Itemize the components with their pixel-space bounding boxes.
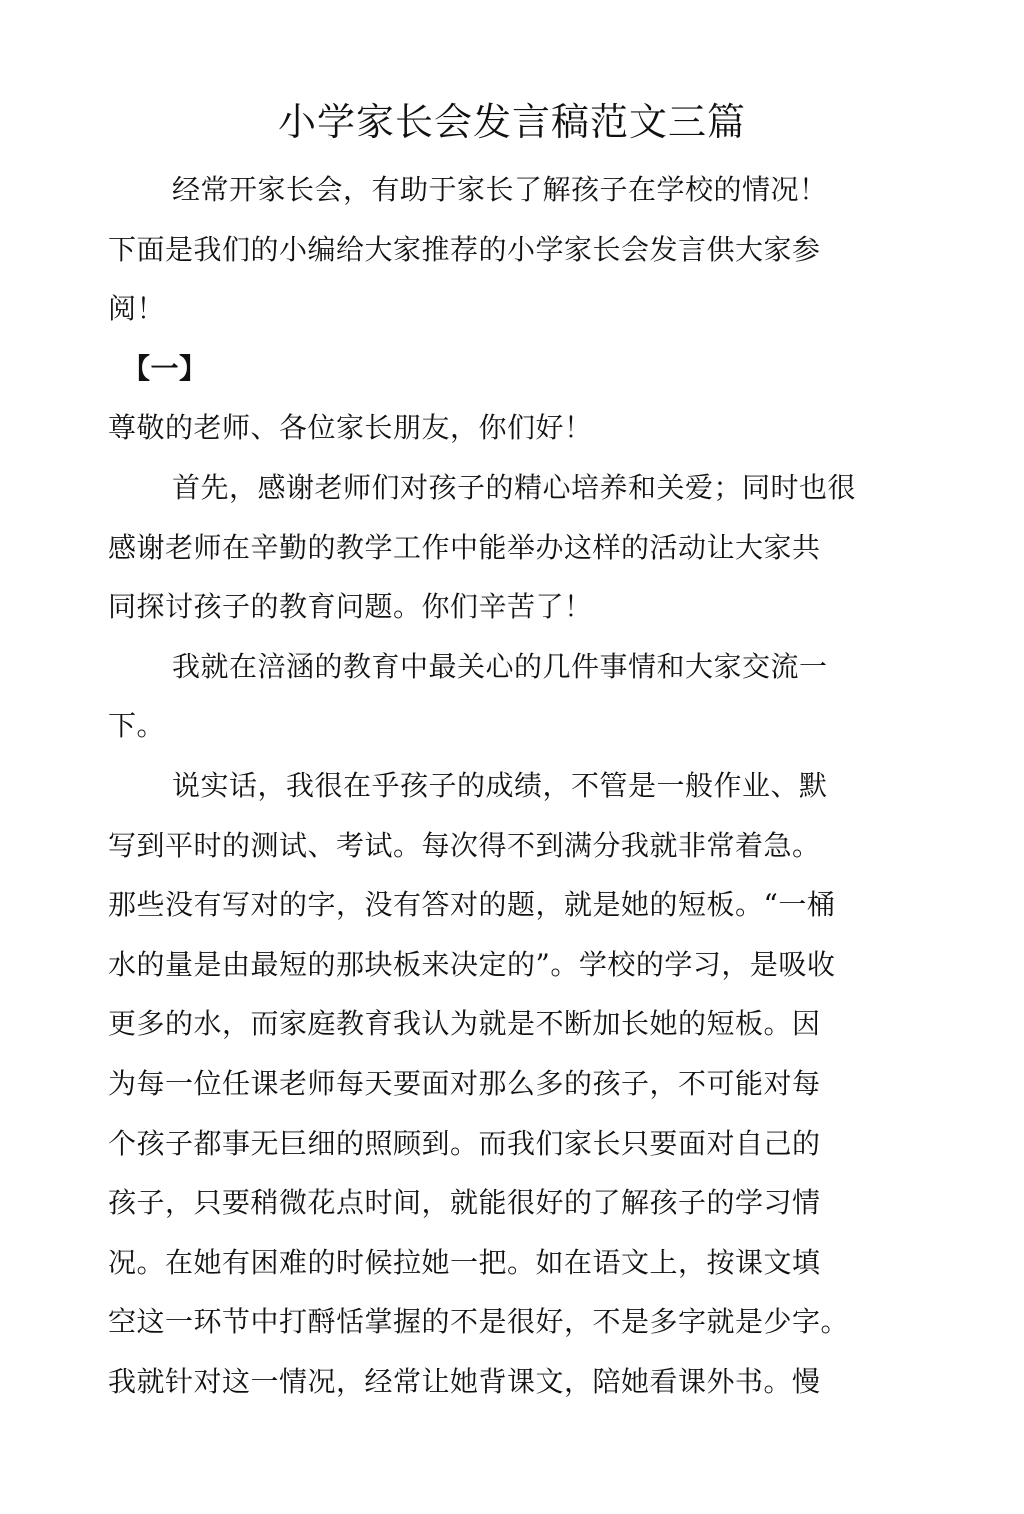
document-body <box>108 160 908 1411</box>
paragraph-line: 我就在涪涵的教育中最关心的几件事情和大家交流一 <box>172 649 828 683</box>
paragraph-line: 经常开家长会，有助于家长了解孩子在学校的情况！ <box>172 173 828 206</box>
paragraph-line: 阅！ <box>108 292 166 326</box>
paragraph-line: 写到平时的测试、考试。每次得不到满分我就非常着急。 <box>108 828 821 862</box>
document-title: 小学家长会发言稿范文三篇 <box>277 100 746 144</box>
paragraph-line: 为每一位任课老师每天要面对那么多的孩子，不可能对每 <box>108 1066 821 1100</box>
paragraph-line: 孩子，只要稍微花点时间，就能很好的了解孩子的学习情 <box>108 1186 821 1220</box>
paragraph-line: 首先，感谢老师们对孩子的精心培养和关爱；同时也很 <box>172 470 857 504</box>
paragraph-line: 下面是我们的小编给大家推荐的小学家长会发言供大家参 <box>108 232 821 266</box>
paragraph-line: 说实话，我很在乎孩子的成绩，不管是一般作业、默 <box>172 768 828 802</box>
paragraph-line: 空这一环节中打酹恬掌握的不是很好，不是多字就是少字。 <box>108 1305 850 1339</box>
paragraph-line: 更多的水，而家庭教育我认为就是不断加长她的短板。因 <box>108 1007 821 1041</box>
section-heading: 【一】 <box>122 351 208 385</box>
paragraph-line: 水的量是由最短的那块板来决定的”。学校的学习，是吸收 <box>108 947 836 981</box>
paragraph-line: 我就针对这一情况，经常让她背课文，陪她看课外书。慢 <box>108 1364 821 1398</box>
paragraph-line: 同探讨孩子的教育问题。你们辛苦了！ <box>108 590 593 624</box>
paragraph-line: 下。 <box>108 709 166 743</box>
salutation-line: 尊敬的老师、各位家长朋友，你们好！ <box>108 411 593 445</box>
paragraph-line: 那些没有写对的字，没有答对的题，就是她的短板。“一桶 <box>108 888 836 922</box>
paragraph-line: 感谢老师在辛勤的教学工作中能举办这样的活动让大家共 <box>108 530 821 564</box>
paragraph-line: 况。在她有困难的时候拉她一把。如在语文上，按课文填 <box>108 1245 821 1279</box>
paragraph-line: 个孩子都事无巨细的照顾到。而我们家长只要面对自己的 <box>108 1126 821 1160</box>
